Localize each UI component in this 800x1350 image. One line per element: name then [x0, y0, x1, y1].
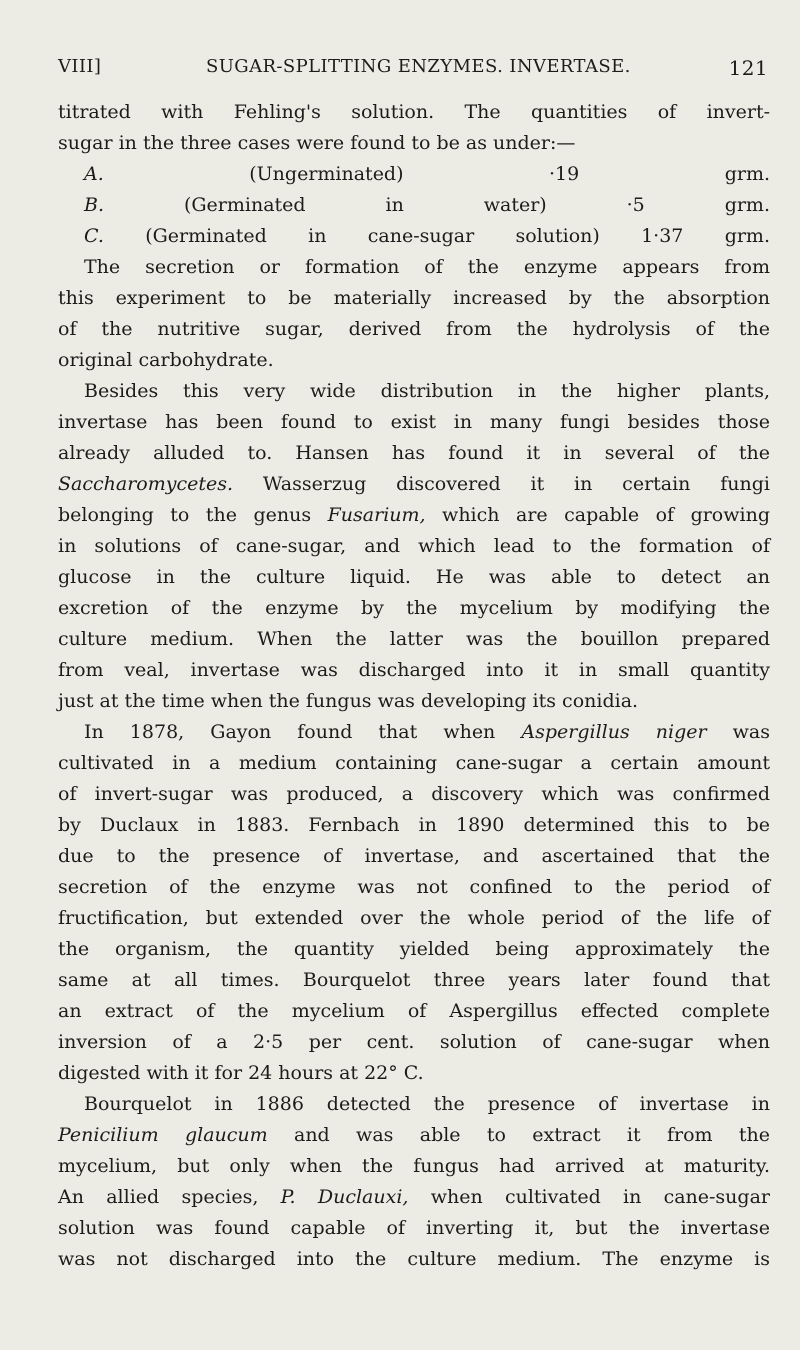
text-line [58, 686, 770, 717]
italic-text: A. [84, 163, 104, 185]
text-line [58, 500, 770, 531]
text-line [58, 748, 770, 779]
line-text: original carbohydrate. [58, 349, 274, 371]
text-line [58, 221, 770, 252]
line-text: and was able to extract it from the [267, 1124, 770, 1146]
line-text: excretion of the enzyme by the mycelium by modifying the [58, 597, 770, 619]
line-text: was [706, 721, 770, 743]
text-line [58, 1058, 770, 1089]
chapter-number: VIII] [58, 56, 102, 77]
text-line [58, 624, 770, 655]
text-line [58, 934, 770, 965]
line-text: digested with it for 24 hours at 22° C. [58, 1062, 424, 1084]
line-text: (Germinated in cane-sugar solution) 1·37 grm. [103, 225, 770, 247]
text-line [58, 97, 770, 128]
running-title: SUGAR-SPLITTING ENZYMES. INVERTASE. [206, 56, 631, 77]
line-text: of invert-sugar was produced, a discovery which was confirmed [58, 783, 770, 805]
body-text [58, 97, 770, 1275]
line-text: an extract of the mycelium of Aspergillus effected complete [58, 1000, 770, 1022]
text-line [58, 655, 770, 686]
line-text: belonging to the genus [58, 504, 328, 526]
line-text: fructification, but extended over the whole period of the life of [58, 907, 770, 929]
line-text: culture medium. When the latter was the bouillon prepared [58, 628, 770, 650]
text-line [58, 717, 770, 748]
text-line [58, 1089, 770, 1120]
line-text: titrated with Fehling's solution. The quantities of invert- [58, 101, 770, 123]
italic-text: Fusarium, [327, 504, 426, 526]
text-line [58, 438, 770, 469]
line-text: in solutions of cane-sugar, and which lead to the formation of [58, 535, 770, 557]
line-text: mycelium, but only when the fungus had arrived at maturity. [58, 1155, 770, 1177]
line-text: The secretion or formation of the enzyme appears from [84, 256, 770, 278]
line-text: from veal, invertase was discharged into it in small quantity [58, 659, 770, 681]
italic-text: Penicilium glaucum [58, 1124, 268, 1146]
line-text: the organism, the quantity yielded being approximately the [58, 938, 770, 960]
text-line [58, 1213, 770, 1244]
text-line [58, 159, 770, 190]
text-line [58, 1182, 770, 1213]
line-text: In 1878, Gayon found that when [84, 721, 522, 743]
text-line [58, 872, 770, 903]
italic-text: P. Duclauxi, [280, 1186, 409, 1208]
text-line [58, 810, 770, 841]
line-text: which are capable of growing [425, 504, 770, 526]
italic-text: C. [84, 225, 104, 247]
text-line [58, 128, 770, 159]
line-text: Bourquelot in 1886 detected the presence of invertase in [84, 1093, 770, 1115]
line-text: Wasserzug discovered it in certain fungi [233, 473, 770, 495]
page-number: 121 [728, 56, 768, 80]
text-line [58, 376, 770, 407]
line-text: (Ungerminated) ·19 grm. [103, 163, 770, 185]
line-text: Besides this very wide distribution in the higher plants, [84, 380, 770, 402]
text-line [58, 1244, 770, 1275]
text-line [58, 1151, 770, 1182]
running-header [58, 56, 768, 86]
line-text: same at all times. Bourquelot three years later found that [58, 969, 770, 991]
text-line [58, 531, 770, 562]
text-line [58, 841, 770, 872]
text-line [58, 407, 770, 438]
line-text: due to the presence of invertase, and ascertained that the [58, 845, 770, 867]
italic-text: Aspergillus niger [521, 721, 707, 743]
text-line [58, 283, 770, 314]
text-line [58, 965, 770, 996]
text-line [58, 996, 770, 1027]
text-line [58, 314, 770, 345]
line-text: (Germinated in water) ·5 grm. [104, 194, 770, 216]
line-text: already alluded to. Hansen has found it in several of the [58, 442, 770, 464]
line-text: inversion of a 2·5 per cent. solution of cane-sugar when [58, 1031, 770, 1053]
text-line [58, 190, 770, 221]
text-line [58, 252, 770, 283]
line-text: of the nutritive sugar, derived from the hydrolysis of the [58, 318, 770, 340]
italic-text: Saccharomycetes. [58, 473, 234, 495]
italic-text: B. [84, 194, 105, 216]
line-text: just at the time when the fungus was developing its conidia. [58, 690, 639, 712]
line-text: by Duclaux in 1883. Fernbach in 1890 determined this to be [58, 814, 770, 836]
text-line [58, 903, 770, 934]
text-line [58, 1027, 770, 1058]
text-line [58, 593, 770, 624]
line-text: An allied species, [58, 1186, 281, 1208]
line-text: cultivated in a medium containing cane-sugar a certain amount [58, 752, 770, 774]
line-text: when cultivated in cane-sugar [408, 1186, 770, 1208]
line-text: solution was found capable of inverting it, but the invertase [58, 1217, 770, 1239]
line-text: secretion of the enzyme was not confined to the period of [58, 876, 770, 898]
line-text: was not discharged into the culture medium. The enzyme is [58, 1248, 770, 1270]
line-text: glucose in the culture liquid. He was able to detect an [58, 566, 770, 588]
text-line [58, 562, 770, 593]
line-text: this experiment to be materially increased by the absorption [58, 287, 770, 309]
text-line [58, 469, 770, 500]
text-line [58, 345, 770, 376]
line-text: invertase has been found to exist in many fungi besides those [58, 411, 770, 433]
text-line [58, 1120, 770, 1151]
line-text: sugar in the three cases were found to be as under:— [58, 132, 576, 154]
text-line [58, 779, 770, 810]
